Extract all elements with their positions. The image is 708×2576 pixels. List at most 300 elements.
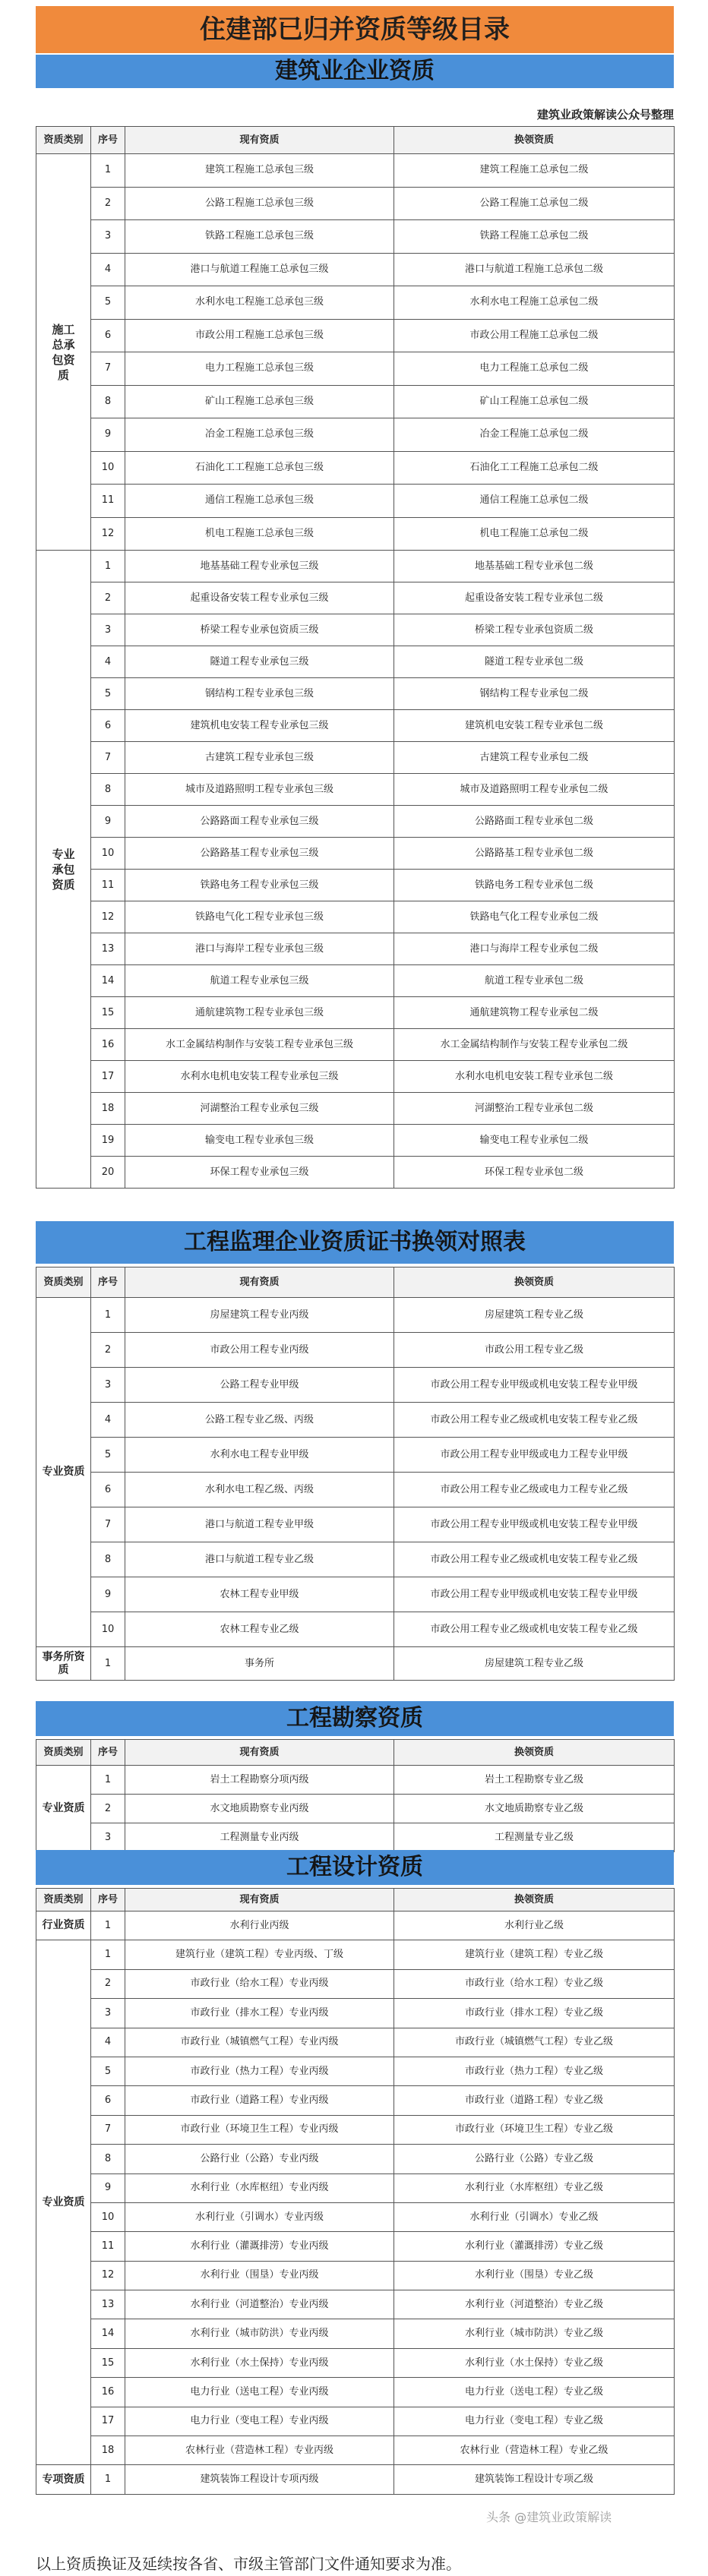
new-qualification: 市政公用工程专业乙级或机电安装工程专业乙级 [394, 1542, 675, 1577]
row-number: 11 [91, 870, 125, 901]
table-row [36, 2348, 675, 2377]
new-qualification: 市政公用工程专业甲级或电力工程专业甲级 [394, 1438, 675, 1473]
new-qualification: 水利水电机电安装工程专业承包二级 [394, 1061, 675, 1093]
row-number: 3 [91, 1368, 125, 1403]
row-number: 16 [91, 2378, 125, 2407]
row-number: 9 [91, 806, 125, 838]
new-qualification: 石油化工工程施工总承包二级 [394, 451, 675, 485]
current-qualification: 水利行业（灌溉排涝）专业丙级 [125, 2232, 394, 2261]
table-row [36, 517, 675, 551]
row-number: 17 [91, 1061, 125, 1093]
category-cell: 施工总承包资质 [36, 154, 91, 551]
row-number: 15 [91, 2348, 125, 2377]
header-current-qualification: 现有资质 [125, 1267, 394, 1298]
row-number: 13 [91, 2290, 125, 2319]
table-row [36, 1795, 675, 1823]
new-qualification: 通航建筑物工程专业承包二级 [394, 997, 675, 1029]
table-row [36, 901, 675, 933]
table-row [36, 551, 675, 582]
table-row [36, 710, 675, 742]
table-row [36, 2115, 675, 2144]
row-number: 14 [91, 2319, 125, 2348]
table-row [36, 1438, 675, 1473]
row-number: 14 [91, 965, 125, 997]
row-number: 2 [91, 1333, 125, 1368]
header-new-qualification: 换领资质 [394, 127, 675, 154]
new-qualification: 港口与航道工程施工总承包二级 [394, 253, 675, 286]
current-qualification: 水利水电工程施工总承包三级 [125, 286, 394, 320]
new-qualification: 公路行业（公路）专业乙级 [394, 2145, 675, 2174]
current-qualification: 航道工程专业承包三级 [125, 965, 394, 997]
category-cell: 专业承包资质 [36, 551, 91, 1189]
table-row [36, 614, 675, 646]
row-number: 11 [91, 2232, 125, 2261]
current-qualification: 起重设备安装工程专业承包三级 [125, 582, 394, 614]
row-number: 10 [91, 451, 125, 485]
row-number: 1 [91, 1298, 125, 1333]
row-number: 12 [91, 2261, 125, 2290]
new-qualification: 市政公用工程专业乙级或机电安装工程专业乙级 [394, 1403, 675, 1438]
new-qualification: 水利水电工程施工总承包二级 [394, 286, 675, 320]
table-row [36, 1473, 675, 1507]
table-row [36, 352, 675, 386]
row-number: 10 [91, 838, 125, 870]
table-row [36, 2407, 675, 2436]
new-qualification: 公路工程施工总承包二级 [394, 187, 675, 220]
current-qualification: 市政行业（道路工程）专业丙级 [125, 2086, 394, 2115]
new-qualification: 水文地质勘察专业乙级 [394, 1795, 675, 1823]
current-qualification: 水利行业（河道整治）专业丙级 [125, 2290, 394, 2319]
table-row [36, 870, 675, 901]
row-number: 12 [91, 901, 125, 933]
current-qualification: 水利行业（水土保持）专业丙级 [125, 2348, 394, 2377]
new-qualification: 铁路电气化工程专业承包二级 [394, 901, 675, 933]
new-qualification: 农林行业（营造林工程）专业乙级 [394, 2436, 675, 2465]
table-row [36, 286, 675, 320]
row-number: 4 [91, 1403, 125, 1438]
row-number: 7 [91, 1507, 125, 1542]
table-row [36, 1577, 675, 1612]
new-qualification: 铁路工程施工总承包二级 [394, 220, 675, 254]
table-row [36, 2232, 675, 2261]
row-number: 6 [91, 2086, 125, 2115]
current-qualification: 水利行业（围垦）专业丙级 [125, 2261, 394, 2290]
header-current-qualification: 现有资质 [125, 1889, 394, 1911]
table-row [36, 2378, 675, 2407]
header-new-qualification: 换领资质 [394, 1889, 675, 1911]
table-row [36, 2145, 675, 2174]
current-qualification: 建筑机电安装工程专业承包三级 [125, 710, 394, 742]
table-row [36, 1542, 675, 1577]
new-qualification: 地基基础工程专业承包二级 [394, 551, 675, 582]
current-qualification: 水利行业（水库枢纽）专业丙级 [125, 2174, 394, 2202]
category-cell: 专业资质 [36, 1766, 91, 1852]
current-qualification: 市政行业（环境卫生工程）专业丙级 [125, 2115, 394, 2144]
new-qualification: 市政公用工程专业乙级 [394, 1333, 675, 1368]
new-qualification: 通信工程施工总承包二级 [394, 485, 675, 518]
current-qualification: 建筑行业（建筑工程）专业丙级、丁级 [125, 1940, 394, 1969]
category-cell: 专业资质 [36, 1940, 91, 2465]
header-current-qualification: 现有资质 [125, 127, 394, 154]
current-qualification: 港口与航道工程施工总承包三级 [125, 253, 394, 286]
current-qualification: 水利行业（引调水）专业丙级 [125, 2202, 394, 2231]
new-qualification: 水利行业（引调水）专业乙级 [394, 2202, 675, 2231]
row-number: 8 [91, 774, 125, 806]
new-qualification: 岩土工程勘察专业乙级 [394, 1766, 675, 1795]
table-row [36, 2086, 675, 2115]
row-number: 8 [91, 2145, 125, 2174]
current-qualification: 水利水电工程乙级、丙级 [125, 1473, 394, 1507]
table-row [36, 1612, 675, 1647]
current-qualification: 建筑工程施工总承包三级 [125, 154, 394, 188]
current-qualification: 水文地质勘察专业丙级 [125, 1795, 394, 1823]
table-row [36, 2057, 675, 2085]
header-new-qualification: 换领资质 [394, 1740, 675, 1766]
row-number: 2 [91, 582, 125, 614]
new-qualification: 市政行业（城镇燃气工程）专业乙级 [394, 2028, 675, 2057]
row-number: 20 [91, 1157, 125, 1189]
row-number: 7 [91, 2115, 125, 2144]
current-qualification: 河湖整治工程专业承包三级 [125, 1093, 394, 1125]
source-note: 建筑业政策解读公众号整理 [536, 108, 674, 122]
current-qualification: 地基基础工程专业承包三级 [125, 551, 394, 582]
table-row [36, 2202, 675, 2231]
table-row [36, 187, 675, 220]
table-row [36, 451, 675, 485]
table-header-row [36, 1267, 675, 1298]
new-qualification: 水利行业（围垦）专业乙级 [394, 2261, 675, 2290]
row-number: 10 [91, 1612, 125, 1647]
current-qualification: 冶金工程施工总承包三级 [125, 418, 394, 452]
new-qualification: 机电工程施工总承包二级 [394, 517, 675, 551]
current-qualification: 市政行业（热力工程）专业丙级 [125, 2057, 394, 2085]
table-row [36, 1061, 675, 1093]
section-title: 工程勘察资质 [36, 1701, 674, 1736]
category-cell: 专业资质 [36, 1298, 91, 1647]
current-qualification: 公路路面工程专业承包三级 [125, 806, 394, 838]
new-qualification: 电力行业（送电工程）专业乙级 [394, 2378, 675, 2407]
row-number: 2 [91, 1969, 125, 1998]
current-qualification: 水利水电机电安装工程专业承包三级 [125, 1061, 394, 1093]
table-row [36, 1823, 675, 1852]
current-qualification: 水工金属结构制作与安装工程专业承包三级 [125, 1029, 394, 1061]
row-number: 9 [91, 418, 125, 452]
row-number: 8 [91, 385, 125, 418]
current-qualification: 矿山工程施工总承包三级 [125, 385, 394, 418]
current-qualification: 机电工程施工总承包三级 [125, 517, 394, 551]
current-qualification: 市政行业（给水工程）专业丙级 [125, 1969, 394, 1998]
table-header-row [36, 1740, 675, 1766]
row-number: 4 [91, 2028, 125, 2057]
new-qualification: 隧道工程专业承包二级 [394, 646, 675, 678]
main-title: 住建部已归并资质等级目录 [36, 6, 674, 53]
current-qualification: 电力行业（送电工程）专业丙级 [125, 2378, 394, 2407]
current-qualification: 农林工程专业乙级 [125, 1612, 394, 1647]
row-number: 5 [91, 286, 125, 320]
new-qualification: 航道工程专业承包二级 [394, 965, 675, 997]
table-row [36, 1368, 675, 1403]
new-qualification: 市政公用工程专业乙级或机电安装工程专业乙级 [394, 1612, 675, 1647]
new-qualification: 水利行业（水库枢纽）专业乙级 [394, 2174, 675, 2202]
table-row [36, 678, 675, 710]
category-cell: 专项资质 [36, 2465, 91, 2494]
table-row [36, 838, 675, 870]
table-row [36, 1507, 675, 1542]
row-number: 7 [91, 742, 125, 774]
qualification-table-survey [36, 1739, 675, 1852]
category-cell: 事务所资质 [36, 1647, 91, 1681]
current-qualification: 房屋建筑工程专业丙级 [125, 1298, 394, 1333]
table-row [36, 253, 675, 286]
header-category: 资质类别 [36, 1889, 91, 1911]
row-number: 13 [91, 933, 125, 965]
new-qualification: 环保工程专业承包二级 [394, 1157, 675, 1189]
row-number: 10 [91, 2202, 125, 2231]
row-number: 18 [91, 1093, 125, 1125]
table-row [36, 220, 675, 254]
table-row [36, 582, 675, 614]
table-row [36, 2261, 675, 2290]
table-row [36, 2319, 675, 2348]
row-number: 3 [91, 1823, 125, 1852]
table-row [36, 2436, 675, 2465]
table-row [36, 774, 675, 806]
watermark: 头条 @建筑业政策解读 [486, 2510, 612, 2524]
header-current-qualification: 现有资质 [125, 1740, 394, 1766]
table-row [36, 418, 675, 452]
current-qualification: 铁路电气化工程专业承包三级 [125, 901, 394, 933]
new-qualification: 矿山工程施工总承包二级 [394, 385, 675, 418]
new-qualification: 起重设备安装工程专业承包二级 [394, 582, 675, 614]
table-row [36, 2465, 675, 2494]
current-qualification: 通信工程施工总承包三级 [125, 485, 394, 518]
table-row [36, 1647, 675, 1681]
current-qualification: 农林工程专业甲级 [125, 1577, 394, 1612]
new-qualification: 公路路基工程专业承包二级 [394, 838, 675, 870]
row-number: 2 [91, 187, 125, 220]
header-number: 序号 [91, 1267, 125, 1298]
table-header-row [36, 1889, 675, 1911]
new-qualification: 建筑机电安装工程专业承包二级 [394, 710, 675, 742]
table-row [36, 806, 675, 838]
row-number: 1 [91, 1911, 125, 1940]
row-number: 5 [91, 678, 125, 710]
row-number: 6 [91, 319, 125, 352]
row-number: 4 [91, 646, 125, 678]
new-qualification: 水利行业乙级 [394, 1911, 675, 1940]
new-qualification: 古建筑工程专业承包二级 [394, 742, 675, 774]
section-title: 工程设计资质 [36, 1850, 674, 1885]
current-qualification: 公路路基工程专业承包三级 [125, 838, 394, 870]
qualification-table-design [36, 1888, 675, 2495]
row-number: 9 [91, 1577, 125, 1612]
current-qualification: 隧道工程专业承包三级 [125, 646, 394, 678]
current-qualification: 通航建筑物工程专业承包三级 [125, 997, 394, 1029]
new-qualification: 冶金工程施工总承包二级 [394, 418, 675, 452]
new-qualification: 电力行业（变电工程）专业乙级 [394, 2407, 675, 2436]
table-row [36, 1403, 675, 1438]
table-row [36, 1766, 675, 1795]
row-number: 3 [91, 220, 125, 254]
table-row [36, 2290, 675, 2319]
row-number: 5 [91, 2057, 125, 2085]
current-qualification: 市政公用工程专业丙级 [125, 1333, 394, 1368]
new-qualification: 市政公用工程专业乙级或电力工程专业乙级 [394, 1473, 675, 1507]
current-qualification: 铁路工程施工总承包三级 [125, 220, 394, 254]
new-qualification: 建筑行业（建筑工程）专业乙级 [394, 1940, 675, 1969]
new-qualification: 水利行业（河道整治）专业乙级 [394, 2290, 675, 2319]
new-qualification: 水利行业（城市防洪）专业乙级 [394, 2319, 675, 2348]
new-qualification: 电力工程施工总承包二级 [394, 352, 675, 386]
footer-note: 以上资质换证及延续按各省、市级主管部门文件通知要求为准。 [36, 2555, 461, 2573]
row-number: 1 [91, 1766, 125, 1795]
section-title: 工程监理企业资质证书换领对照表 [36, 1221, 674, 1264]
row-number: 9 [91, 2174, 125, 2202]
table-row [36, 1333, 675, 1368]
table-row [36, 933, 675, 965]
new-qualification: 港口与海岸工程专业承包二级 [394, 933, 675, 965]
current-qualification: 公路行业（公路）专业丙级 [125, 2145, 394, 2174]
row-number: 15 [91, 997, 125, 1029]
new-qualification: 水工金属结构制作与安装工程专业承包二级 [394, 1029, 675, 1061]
table-header-row [36, 127, 675, 154]
row-number: 5 [91, 1438, 125, 1473]
header-category: 资质类别 [36, 1267, 91, 1298]
new-qualification: 市政行业（环境卫生工程）专业乙级 [394, 2115, 675, 2144]
section-title: 建筑业企业资质 [36, 55, 674, 88]
row-number: 6 [91, 710, 125, 742]
current-qualification: 岩土工程勘察分项丙级 [125, 1766, 394, 1795]
current-qualification: 电力行业（变电工程）专业丙级 [125, 2407, 394, 2436]
row-number: 1 [91, 154, 125, 188]
new-qualification: 市政公用工程施工总承包二级 [394, 319, 675, 352]
qualification-table-supervision [36, 1267, 675, 1681]
row-number: 2 [91, 1795, 125, 1823]
header-number: 序号 [91, 1740, 125, 1766]
row-number: 12 [91, 517, 125, 551]
current-qualification: 石油化工工程施工总承包三级 [125, 451, 394, 485]
new-qualification: 市政公用工程专业甲级或机电安装工程专业甲级 [394, 1507, 675, 1542]
table-row [36, 646, 675, 678]
category-cell: 行业资质 [36, 1911, 91, 1940]
new-qualification: 钢结构工程专业承包二级 [394, 678, 675, 710]
table-row [36, 2028, 675, 2057]
row-number: 3 [91, 1999, 125, 2028]
header-new-qualification: 换领资质 [394, 1267, 675, 1298]
table-row [36, 154, 675, 188]
new-qualification: 市政公用工程专业甲级或机电安装工程专业甲级 [394, 1368, 675, 1403]
new-qualification: 水利行业（灌溉排涝）专业乙级 [394, 2232, 675, 2261]
new-qualification: 工程测量专业乙级 [394, 1823, 675, 1852]
header-category: 资质类别 [36, 127, 91, 154]
current-qualification: 公路工程专业甲级 [125, 1368, 394, 1403]
current-qualification: 市政公用工程施工总承包三级 [125, 319, 394, 352]
current-qualification: 城市及道路照明工程专业承包三级 [125, 774, 394, 806]
current-qualification: 桥梁工程专业承包资质三级 [125, 614, 394, 646]
table-row [36, 485, 675, 518]
current-qualification: 农林行业（营造林工程）专业丙级 [125, 2436, 394, 2465]
new-qualification: 市政行业（道路工程）专业乙级 [394, 2086, 675, 2115]
row-number: 6 [91, 1473, 125, 1507]
table-row [36, 1029, 675, 1061]
row-number: 1 [91, 1647, 125, 1681]
row-number: 18 [91, 2436, 125, 2465]
row-number: 19 [91, 1125, 125, 1157]
current-qualification: 公路工程专业乙级、丙级 [125, 1403, 394, 1438]
current-qualification: 水利行业丙级 [125, 1911, 394, 1940]
current-qualification: 市政行业（排水工程）专业丙级 [125, 1999, 394, 2028]
row-number: 8 [91, 1542, 125, 1577]
new-qualification: 市政行业（排水工程）专业乙级 [394, 1999, 675, 2028]
current-qualification: 钢结构工程专业承包三级 [125, 678, 394, 710]
current-qualification: 水利行业（城市防洪）专业丙级 [125, 2319, 394, 2348]
current-qualification: 建筑装饰工程设计专项丙级 [125, 2465, 394, 2494]
table-row [36, 965, 675, 997]
current-qualification: 电力工程施工总承包三级 [125, 352, 394, 386]
current-qualification: 港口与海岸工程专业承包三级 [125, 933, 394, 965]
row-number: 1 [91, 2465, 125, 2494]
table-row [36, 319, 675, 352]
current-qualification: 市政行业（城镇燃气工程）专业丙级 [125, 2028, 394, 2057]
row-number: 16 [91, 1029, 125, 1061]
new-qualification: 水利行业（水土保持）专业乙级 [394, 2348, 675, 2377]
current-qualification: 输变电工程专业承包三级 [125, 1125, 394, 1157]
new-qualification: 房屋建筑工程专业乙级 [394, 1298, 675, 1333]
row-number: 1 [91, 1940, 125, 1969]
current-qualification: 事务所 [125, 1647, 394, 1681]
header-number: 序号 [91, 1889, 125, 1911]
new-qualification: 输变电工程专业承包二级 [394, 1125, 675, 1157]
row-number: 3 [91, 614, 125, 646]
row-number: 11 [91, 485, 125, 518]
current-qualification: 港口与航道工程专业甲级 [125, 1507, 394, 1542]
current-qualification: 水利水电工程专业甲级 [125, 1438, 394, 1473]
new-qualification: 房屋建筑工程专业乙级 [394, 1647, 675, 1681]
new-qualification: 铁路电务工程专业承包二级 [394, 870, 675, 901]
table-row [36, 1911, 675, 1940]
current-qualification: 工程测量专业丙级 [125, 1823, 394, 1852]
new-qualification: 河湖整治工程专业承包二级 [394, 1093, 675, 1125]
table-row [36, 1093, 675, 1125]
table-row [36, 1157, 675, 1189]
current-qualification: 铁路电务工程专业承包三级 [125, 870, 394, 901]
new-qualification: 市政行业（给水工程）专业乙级 [394, 1969, 675, 1998]
new-qualification: 桥梁工程专业承包资质二级 [394, 614, 675, 646]
table-row [36, 2174, 675, 2202]
new-qualification: 市政行业（热力工程）专业乙级 [394, 2057, 675, 2085]
table-row [36, 1969, 675, 1998]
table-row [36, 1940, 675, 1969]
new-qualification: 市政公用工程专业甲级或机电安装工程专业甲级 [394, 1577, 675, 1612]
table-row [36, 997, 675, 1029]
table-row [36, 1125, 675, 1157]
row-number: 17 [91, 2407, 125, 2436]
current-qualification: 公路工程施工总承包三级 [125, 187, 394, 220]
new-qualification: 建筑工程施工总承包二级 [394, 154, 675, 188]
new-qualification: 公路路面工程专业承包二级 [394, 806, 675, 838]
new-qualification: 城市及道路照明工程专业承包二级 [394, 774, 675, 806]
current-qualification: 环保工程专业承包三级 [125, 1157, 394, 1189]
current-qualification: 古建筑工程专业承包三级 [125, 742, 394, 774]
table-row [36, 385, 675, 418]
row-number: 7 [91, 352, 125, 386]
table-row [36, 742, 675, 774]
table-row [36, 1999, 675, 2028]
table-row [36, 1298, 675, 1333]
header-number: 序号 [91, 127, 125, 154]
qualification-table-construction [36, 126, 675, 1189]
row-number: 1 [91, 551, 125, 582]
